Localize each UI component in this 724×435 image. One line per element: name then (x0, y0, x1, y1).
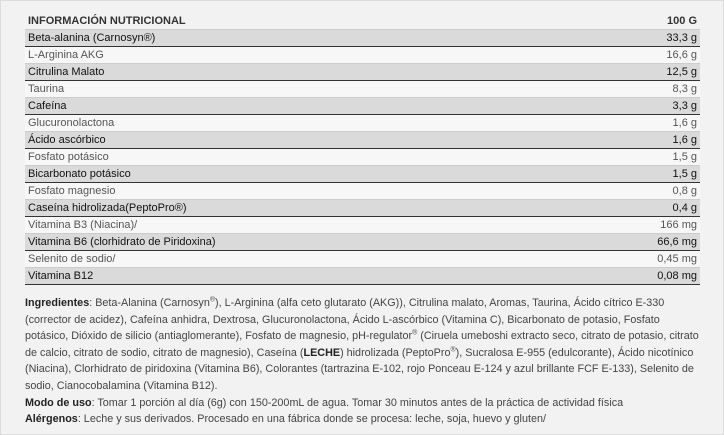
table-row (25, 217, 700, 234)
table-row (25, 64, 700, 81)
product-info (25, 295, 705, 428)
usage-label: Modo de uso (25, 396, 92, 409)
usage-text: : Tomar 1 porción al día (6g) con 150-200mL de agua. Tomar 30 minutos antes de la práctica de actividad física (91, 396, 624, 409)
nutrient-name: Caseína hidrolizada(PeptoPro®) (28, 202, 187, 214)
nutrient-value: 1,5 g (672, 151, 697, 163)
table-row (25, 149, 700, 166)
nutrient-value: 0,08 mg (657, 270, 697, 282)
table-row (25, 81, 700, 98)
nutrient-value: 0,8 g (672, 185, 697, 197)
registered-mark: ® (209, 296, 216, 304)
nutrient-name: Ácido ascórbico (28, 134, 106, 146)
nutrient-value: 33,3 g (666, 32, 697, 44)
nutrient-value: 66,6 mg (657, 236, 697, 248)
nutrition-table (25, 12, 700, 285)
nutrient-name: Glucuronolactona (28, 117, 115, 129)
nutrient-name: Vitamina B12 (28, 270, 94, 282)
table-row (25, 183, 700, 200)
nutrient-name: Vitamina B3 (Niacina)/ (28, 219, 138, 231)
allergen-highlight: LECHE (303, 346, 341, 359)
allergens-paragraph (25, 411, 705, 428)
allergens-label: Alérgenos (25, 413, 78, 426)
table-row (25, 115, 700, 132)
table-row (25, 132, 700, 149)
nutrient-name: Citrulina Malato (28, 66, 105, 78)
nutrient-value: 1,5 g (672, 168, 697, 180)
nutrient-value: 0,45 mg (657, 253, 697, 265)
nutrient-name: Bicarbonato potásico (28, 168, 131, 180)
registered-mark: ® (412, 329, 418, 337)
ingredients-part-3: (Ciruela umeboshi extracto seco, citrato de potasio, citrato de calcio, citrato de sodio, citrato de magnesio), Caseína ( (25, 330, 699, 359)
ingredients-label: Ingredientes (25, 297, 90, 309)
nutrient-name: Taurina (28, 83, 65, 95)
ingredients-part-4: ) hidrolizada (PeptoPro (340, 346, 451, 359)
nutrient-value: 12,5 g (666, 66, 697, 78)
nutrient-name: Fosfato potásico (28, 151, 109, 163)
nutrient-name: Fosfato magnesio (28, 185, 116, 197)
table-row (25, 98, 700, 115)
table-header (25, 13, 700, 30)
nutrient-value: 166 mg (660, 219, 697, 231)
nutrient-value: 8,3 g (672, 83, 697, 95)
nutrient-name: Selenito de sodio/ (28, 253, 116, 265)
usage-paragraph (25, 395, 705, 412)
ingredients-part-1: : Beta-Alanina (Carnosyn (89, 297, 210, 309)
ingredients-part-2: ), L-Arginina (alfa ceto glutarato (AKG)), Citrulina malato, Aromas, Taurina, Ácido cítrico E-330 (corrector de acidez), Cafeína anhidra, Dextrosa, Glucuronolactona, Ácido L-ascórbico (Vitamina C), Bicarbonato de potasio, Fosfato potásico, Dióxido de silicio (antiaglomerante), Fosfato de magnesio, pH-regulator (25, 297, 665, 343)
table-body (25, 30, 700, 285)
allergens-text: : Leche y sus derivados. Procesado en una fábrica donde se procesa: leche, soja, huevo y gluten/ (77, 413, 546, 426)
table-row (25, 166, 700, 183)
nutrient-value: 1,6 g (672, 117, 697, 129)
table-row (25, 251, 700, 268)
table-row (25, 30, 700, 47)
nutrient-name: Cafeína (28, 100, 67, 112)
table-row (25, 234, 700, 251)
table-row (25, 268, 700, 285)
nutrient-value: 3,3 g (672, 100, 697, 112)
nutrient-name: Vitamina B6 (clorhidrato de Piridoxina) (28, 236, 216, 248)
header-amount: 100 G (667, 15, 697, 27)
table-row (25, 200, 700, 217)
ingredients-paragraph (25, 295, 705, 395)
nutrient-value: 16,6 g (666, 49, 697, 61)
nutrient-value: 0,4 g (672, 202, 697, 214)
table-row (25, 47, 700, 64)
ingredients-part-5: ), Sucralosa E-955 (edulcorante), Ácido nicotínico (Niacina), Clorhidrato de piridoxina (Vitamina B6), Colorantes (tartrazina E-102, rojo Ponceau E-124 y azul brillante FCF E-133), Selenito de sodio, Cianocobalamina (Vitamina B12). (25, 346, 694, 392)
nutrient-name: Beta-alanina (Carnosyn®) (28, 32, 156, 44)
registered-mark: ® (450, 346, 456, 354)
header-title: INFORMACIÓN NUTRICIONAL (28, 15, 186, 27)
nutrient-name: L-Arginina AKG (28, 49, 104, 61)
nutrient-value: 1,6 g (672, 134, 697, 146)
